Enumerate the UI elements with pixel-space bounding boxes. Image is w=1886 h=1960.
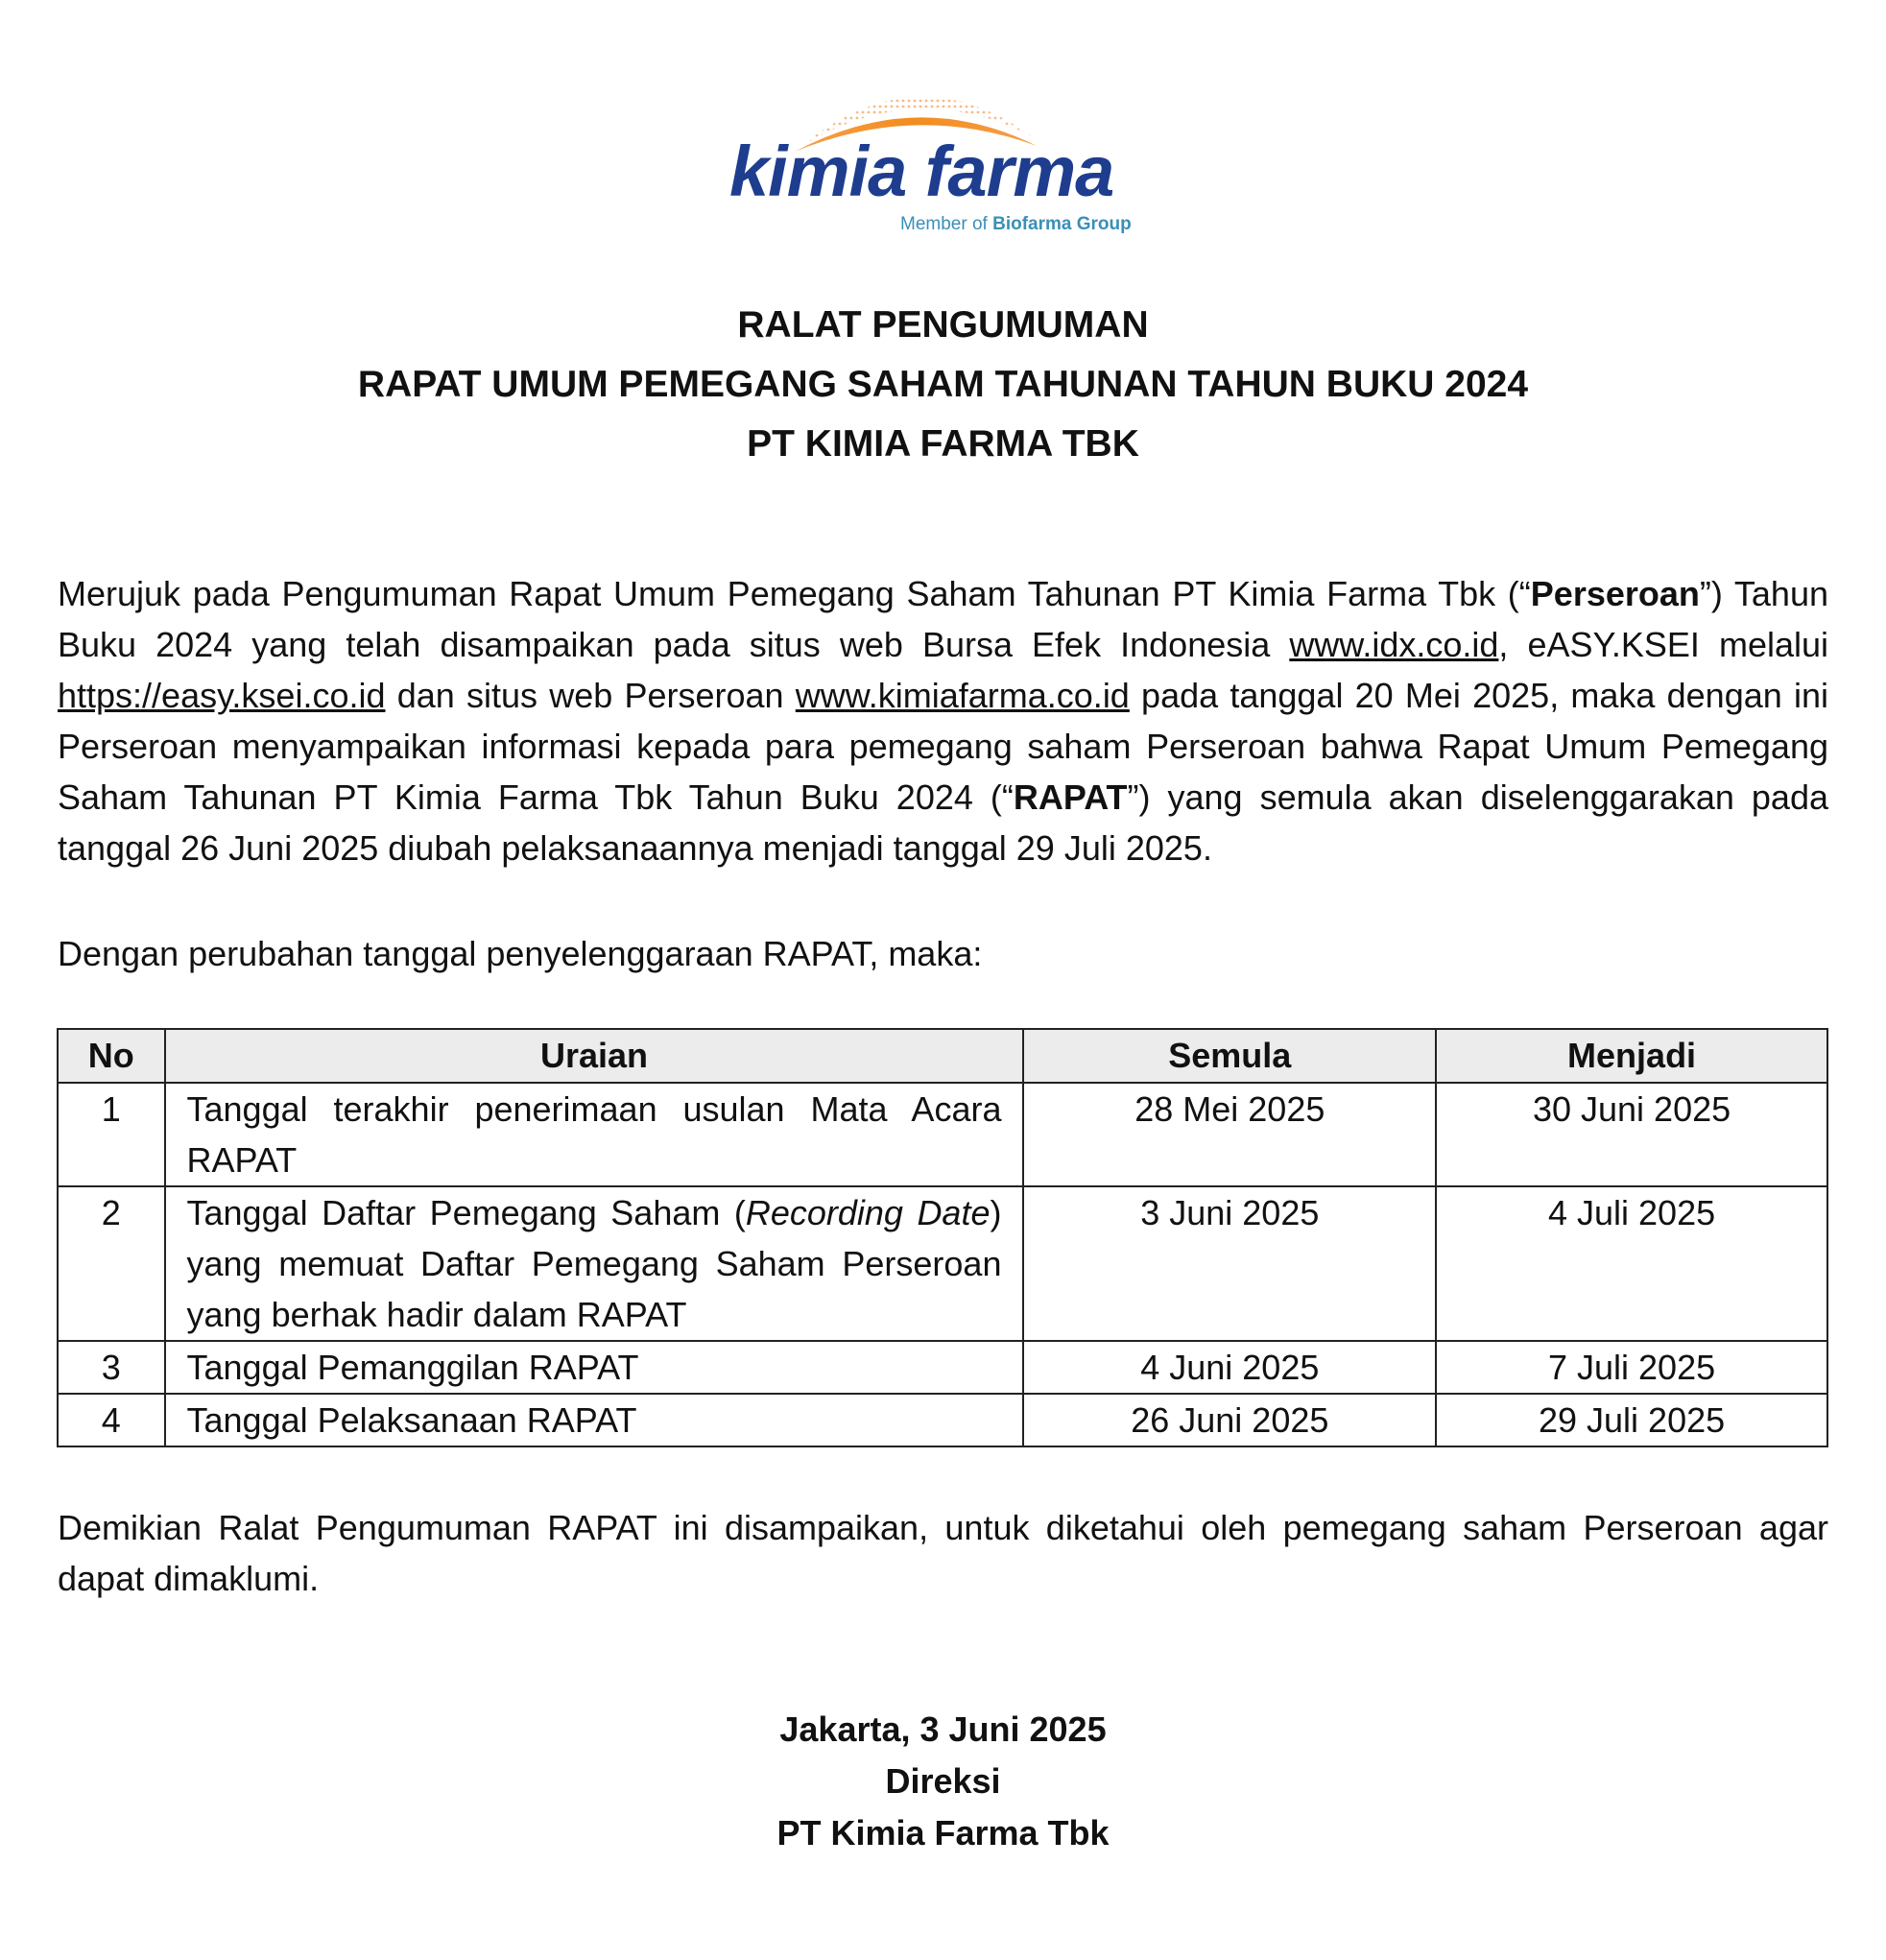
kimiafarma-link[interactable]: www.kimiafarma.co.id [795, 676, 1130, 715]
row-no: 1 [58, 1083, 165, 1186]
row-uraian: Tanggal terakhir penerimaan usulan Mata Acara RAPAT [165, 1083, 1024, 1186]
closing-paragraph: Demikian Ralat Pengumuman RAPAT ini disampaikan, untuk diketahui oleh pemegang saham Perseroan agar dapat dimaklumi. [58, 1508, 1828, 1598]
header-menjadi: Menjadi [1436, 1029, 1827, 1083]
row-uraian: Tanggal Daftar Pemegang Saham (Recording Date) yang memuat Daftar Pemegang Saham Perseroan yang berhak hadir dalam RAPAT [165, 1186, 1024, 1341]
title-line-1: RALAT PENGUMUMAN [737, 304, 1149, 346]
ksei-link[interactable]: https://easy.ksei.co.id [58, 676, 386, 715]
row-no: 2 [58, 1186, 165, 1341]
idx-link[interactable]: www.idx.co.id [1289, 625, 1499, 664]
document-title [0, 296, 1886, 474]
table-row [58, 1394, 1827, 1446]
signature-role: Direksi [885, 1761, 1001, 1801]
row-no: 3 [58, 1341, 165, 1394]
row-no: 4 [58, 1394, 165, 1446]
signature-block [0, 1704, 1886, 1859]
header-semula: Semula [1023, 1029, 1436, 1083]
row-semula: 26 Juni 2025 [1023, 1394, 1436, 1446]
table-row [58, 1341, 1827, 1394]
signature-place-date: Jakarta, 3 Juni 2025 [779, 1709, 1107, 1749]
intro-paragraph: Merujuk pada Pengumuman Rapat Umum Pemegang Saham Tahunan PT Kimia Farma Tbk (“Perseroan”) Tahun Buku 2024 yang telah disampaikan pada situs web Bursa Efek Indonesia www.idx.co.id, eASY.KSEI melalui https://easy.ksei.co.id dan situs web Perseroan www.kimiafarma.co.id pada tanggal 20 Mei 2025, maka dengan ini Perseroan menyampaikan informasi kepada para pemegang saham Perseroan bahwa Rapat Umum Pemegang Saham Tahunan PT Kimia Farma Tbk Tahun Buku 2024 (“RAPAT”) yang semula akan diselenggarakan pada tanggal 26 Juni 2025 diubah pelaksanaannya menjadi tanggal 29 Juli 2025. [58, 574, 1828, 868]
row-semula: 4 Juni 2025 [1023, 1341, 1436, 1394]
header-uraian: Uraian [165, 1029, 1024, 1083]
header-no: No [58, 1029, 165, 1083]
table-row [58, 1186, 1827, 1341]
row-uraian: Tanggal Pemanggilan RAPAT [165, 1341, 1024, 1394]
row-menjadi: 7 Juli 2025 [1436, 1341, 1827, 1394]
logo-wordmark: kimia farma [729, 131, 1114, 211]
row-menjadi: 30 Juni 2025 [1436, 1083, 1827, 1186]
schedule-change-table [57, 1028, 1828, 1447]
row-menjadi: 4 Juli 2025 [1436, 1186, 1827, 1341]
row-semula: 3 Juni 2025 [1023, 1186, 1436, 1341]
table-header-row [58, 1029, 1827, 1083]
title-line-3: PT KIMIA FARMA TBK [747, 423, 1139, 465]
lead-in-text: Dengan perubahan tanggal penyelenggaraan RAPAT, maka: [58, 934, 983, 973]
row-menjadi: 29 Juli 2025 [1436, 1394, 1827, 1446]
logo-tagline: Member of Biofarma Group [900, 214, 1132, 234]
row-uraian: Tanggal Pelaksanaan RAPAT [165, 1394, 1024, 1446]
row-semula: 28 Mei 2025 [1023, 1083, 1436, 1186]
table-row [58, 1083, 1827, 1186]
title-line-2: RAPAT UMUM PEMEGANG SAHAM TAHUNAN TAHUN BUKU 2024 [357, 364, 1529, 405]
signature-company: PT Kimia Farma Tbk [776, 1813, 1110, 1852]
kimia-farma-logo [710, 58, 1171, 250]
